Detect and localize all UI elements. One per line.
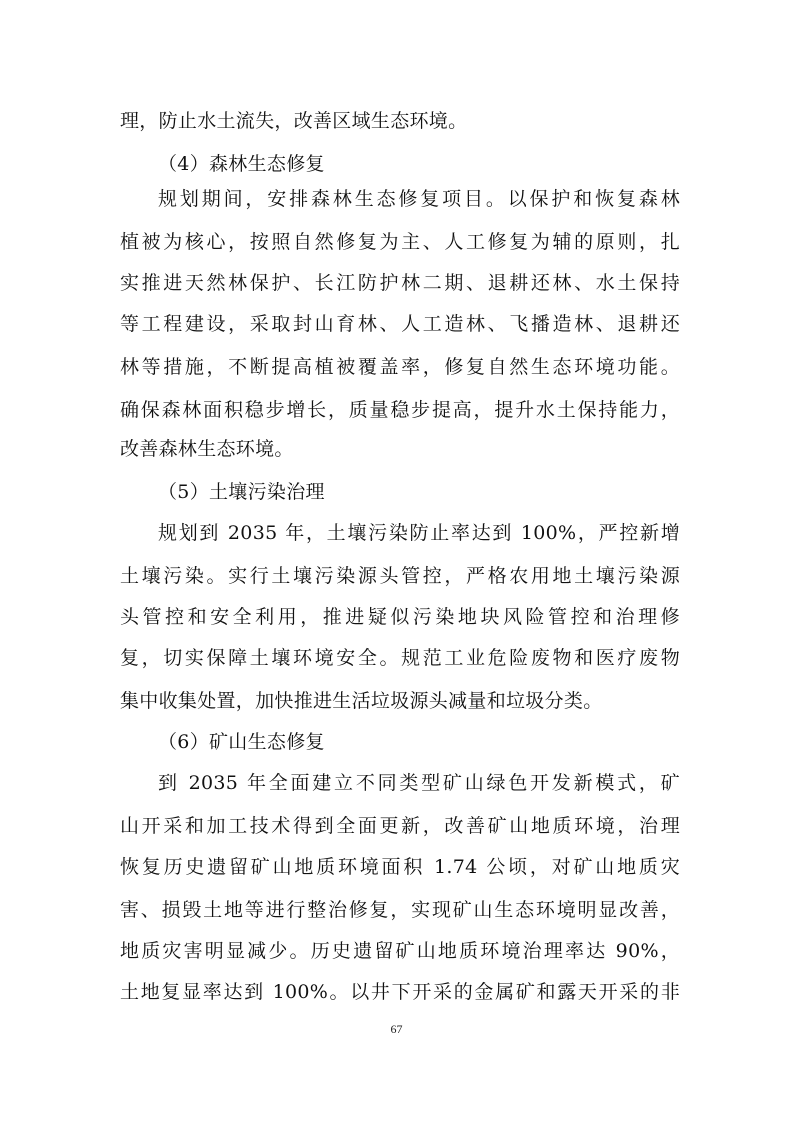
page-number: 67 bbox=[390, 1022, 403, 1036]
paragraph-line: 恢复历史遗留矿山地质环境面积 1.74 公顷，对矿山地质灾 bbox=[120, 856, 680, 878]
paragraph-line: 山开采和加工技术得到全面更新，改善矿山地质环境，治理 bbox=[120, 815, 680, 837]
paragraph-line: 植被为核心，按照自然修复为主、人工修复为辅的原则，扎 bbox=[120, 231, 680, 253]
section-heading-mine-restoration: （6）矿山生态修复 bbox=[158, 731, 325, 753]
paragraph-line: 地质灾害明显减少。历史遗留矿山地质环境治理率达 90%， bbox=[120, 940, 680, 962]
section-heading-forest-restoration: （4）森林生态修复 bbox=[158, 153, 325, 175]
paragraph-line: 规划到 2035 年，土壤污染防止率达到 100%，严控新增 bbox=[158, 522, 680, 544]
paragraph-line: 林等措施，不断提高植被覆盖率，修复自然生态环境功能。 bbox=[120, 356, 680, 378]
paragraph-line: 等工程建设，采取封山育林、人工造林、飞播造林、退耕还 bbox=[120, 313, 680, 335]
paragraph-line: 土壤污染。实行土壤污染源头管控，严格农用地土壤污染源 bbox=[120, 565, 680, 587]
paragraph-line: 规划期间，安排森林生态修复项目。以保护和恢复森林 bbox=[158, 188, 680, 210]
paragraph-line: 复，切实保障土壤环境安全。规范工业危险废物和医疗废物 bbox=[120, 647, 680, 669]
paragraph-line: 实推进天然林保护、长江防护林二期、退耕还林、水土保持 bbox=[120, 272, 680, 294]
paragraph-line: 集中收集处置，加快推进生活垃圾源头减量和垃圾分类。 bbox=[120, 690, 603, 712]
paragraph-line: 头管控和安全利用，推进疑似污染地块风险管控和治理修 bbox=[120, 606, 680, 628]
paragraph-line: 害、损毁土地等进行整治修复，实现矿山生态环境明显改善， bbox=[120, 899, 680, 921]
paragraph-line: 理，防止水土流失，改善区域生态环境。 bbox=[120, 110, 468, 132]
section-heading-soil-pollution: （5）土壤污染治理 bbox=[158, 481, 325, 503]
paragraph-line: 土地复显率达到 100%。以井下开采的金属矿和露天开采的非 bbox=[120, 981, 680, 1003]
paragraph-line: 到 2035 年全面建立不同类型矿山绿色开发新模式，矿 bbox=[158, 772, 680, 794]
paragraph-line: 改善森林生态环境。 bbox=[120, 438, 294, 460]
paragraph-line: 确保森林面积稳步增长，质量稳步提高，提升水土保持能力， bbox=[120, 399, 680, 421]
